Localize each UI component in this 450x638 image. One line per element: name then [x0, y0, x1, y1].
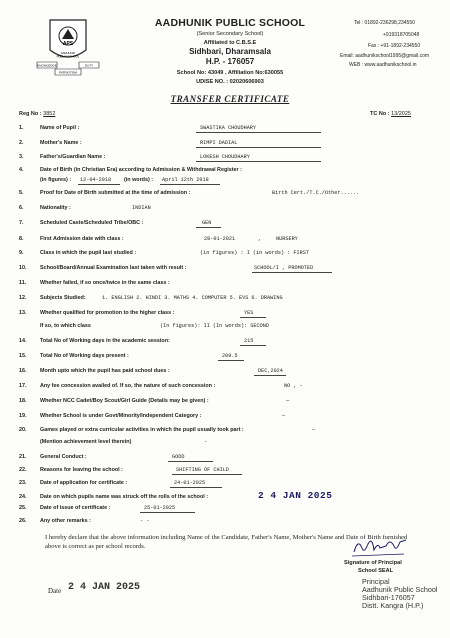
principal-line-2: Aadhunik Public School	[362, 585, 438, 594]
subjects-value: 1. ENGLISH 2. HINDI 3. MATHS 4. COMPUTER 5. EVS 6. DRAWING	[102, 295, 283, 301]
reg-value: 3852	[43, 111, 56, 117]
games-value: —	[312, 427, 316, 433]
row-label: Whether qualified for promotion to the higher class :	[40, 310, 175, 316]
mention-label: (Mention achievement level therein)	[40, 439, 132, 445]
row-number: 26.	[19, 518, 27, 524]
row-label: Proof for Date of Birth submitted at the time of admission :	[40, 190, 191, 196]
underline	[252, 272, 332, 273]
underline	[78, 184, 120, 185]
category-value: GEN	[202, 220, 212, 226]
row-label: First Admission date with class :	[40, 236, 124, 242]
logo-banner-left: KNOWLEDGE	[37, 63, 57, 68]
reason-value: SHIFTING OF CHILD	[176, 467, 229, 473]
nationality-value: INDIAN	[132, 205, 151, 211]
row-number: 13.	[19, 310, 27, 316]
row-label: Class in which the pupil last studied :	[40, 250, 137, 256]
logo-line-2: PUBLIC SCHOOL	[56, 54, 80, 59]
present-days-value: 209.5	[222, 353, 238, 359]
concession-value: NO , -	[284, 383, 303, 389]
signature-label: Signature of Principal	[344, 560, 402, 566]
row-number: 21.	[19, 454, 27, 460]
row-number: 20.	[19, 427, 27, 433]
row-label: Whether School is under Govt/Minority/Independent Category :	[40, 413, 202, 419]
school-logo-icon	[33, 14, 103, 78]
row-number: 24.	[19, 494, 27, 500]
school-level: (Senior Secondary School)	[196, 31, 264, 37]
row-label: Whether failed, if so once/twice in the same class :	[40, 280, 170, 286]
row-number: 15.	[19, 353, 27, 359]
underline	[172, 474, 242, 475]
school-affiliation: Affiliated to C.B.S.E	[203, 40, 257, 46]
dob-figures-label: (in figures) :	[40, 177, 72, 183]
school-location: Sidhbari, Dharamsala	[189, 47, 271, 56]
reg-label: Reg No :	[19, 111, 42, 117]
row-number: 5.	[19, 190, 24, 196]
conduct-value: GOOD	[172, 454, 185, 460]
logo-banner-right: DUTY	[84, 63, 94, 68]
underline	[196, 227, 221, 228]
ncc-value: —	[286, 398, 290, 404]
row-label: Whether NCC Cadet/Boy Scout/Girl Guide (Details may be given) :	[40, 398, 209, 404]
reg-number	[19, 111, 55, 117]
dob-proof-value: Birth Cert./T.C./Other......	[272, 190, 360, 196]
to-class-value: (In figures): II (In words): SECOND	[160, 323, 269, 329]
row-label: Total No of Working days present :	[40, 353, 129, 359]
row-number: 4.	[19, 167, 24, 173]
underline	[196, 147, 321, 148]
mention-value: -	[204, 439, 208, 445]
contact-web: WEB : www.aadhunikschool.in	[349, 62, 417, 68]
underline	[140, 512, 195, 513]
row-label: Subjects Studied:	[40, 295, 86, 301]
underline	[196, 161, 321, 162]
row-number: 1.	[19, 125, 24, 131]
row-number: 18.	[19, 398, 27, 404]
row-label: Mother's Name :	[40, 140, 82, 146]
row-number: 25.	[19, 505, 27, 511]
row-label: Date of issue of certificate :	[40, 505, 111, 511]
row-label: Total No of Working days in the academic session:	[40, 338, 170, 344]
row-number: 22.	[19, 467, 27, 473]
tc-value: 13/2025	[391, 111, 411, 117]
dob-words-value: April 12th 2018	[162, 177, 209, 183]
row-label: Father's/Guardian Name :	[40, 154, 106, 160]
to-class-label: If so, to which class	[40, 323, 91, 329]
row-label: Date of Birth (in Christian Era) according to Admission & Withdrawal Register :	[40, 167, 242, 173]
admission-separator: ,	[258, 236, 262, 242]
exam-result-value: SCHOOL/I , PROMOTED	[254, 265, 314, 271]
contact-fax: Fax : +91-1892-234550	[368, 43, 421, 49]
contact-mobile: +919318705048	[383, 32, 420, 38]
pupil-name-value: SWASTIKA CHOUDHARY	[200, 125, 257, 131]
row-number: 14.	[19, 338, 27, 344]
row-label: Name of Pupil :	[40, 125, 80, 131]
underline	[160, 184, 220, 185]
row-number: 23.	[19, 480, 27, 486]
row-label: Nationality :	[40, 205, 71, 211]
row-number: 17.	[19, 383, 27, 389]
admission-class-value: NURSERY	[276, 236, 298, 242]
row-number: 16.	[19, 368, 27, 374]
underline	[240, 317, 266, 318]
row-number: 8.	[19, 236, 24, 242]
struck-off-stamp: 2 4 JAN 2025	[258, 490, 333, 501]
logo-banner-bottom: PATRIOTISM	[59, 70, 77, 75]
row-label: Any other remarks :	[40, 518, 91, 524]
school-category-value: —	[282, 413, 286, 419]
date-label: Date	[48, 587, 62, 595]
underline	[168, 461, 213, 462]
underline	[254, 375, 286, 376]
school-number: School No: 43049 , Affiliation No:630055	[176, 70, 284, 76]
dob-words-label: (in words) :	[124, 177, 154, 183]
qualified-value: YES	[244, 310, 254, 316]
tc-number	[370, 111, 411, 117]
mother-name-value: RIMPI DADIAL	[200, 140, 238, 146]
row-label: School/Board/Annual Examination last taken with result :	[40, 265, 187, 271]
school-name: AADHUNIK PUBLIC SCHOOL	[154, 17, 306, 29]
row-number: 3.	[19, 154, 24, 160]
row-label: Month upto which the pupil has paid school dues :	[40, 368, 170, 374]
school-state-pin: H.P. - 176057	[205, 57, 255, 66]
row-number: 10.	[19, 265, 27, 271]
logo-initials: APS	[62, 41, 74, 47]
row-label: Scheduled Caste/Scheduled Tribe/OBC :	[40, 220, 144, 226]
principal-line-3: Sidhbari-176057	[362, 593, 415, 602]
underline	[218, 360, 244, 361]
logo-line-1: AADHUNIK	[60, 51, 76, 55]
seal-label: School SEAL	[358, 568, 394, 574]
row-number: 19.	[19, 413, 27, 419]
admission-date-value: 28-01-2021	[204, 236, 236, 242]
row-label: Games played or extra curricular activities in which the pupil usually took part :	[40, 427, 244, 433]
row-number: 2.	[19, 140, 24, 146]
row-label: Date on which pupils name was struck off the rolls of the school :	[40, 494, 209, 500]
underline	[196, 132, 321, 133]
working-days-value: 215	[244, 338, 254, 344]
remarks-value: - -	[140, 518, 150, 524]
row-label: General Conduct :	[40, 454, 87, 460]
underline	[240, 345, 266, 346]
dues-value: DEC,2024	[258, 368, 283, 374]
row-number: 7.	[19, 220, 24, 226]
declaration-text: I hereby declare that the above information including Name of the Candidate, Father's Name, Mother's Name and Date of Birth furnished above is correct as per school records.	[45, 534, 408, 550]
underline	[170, 487, 222, 488]
row-number: 9.	[19, 250, 24, 256]
tc-label: TC No :	[370, 111, 390, 117]
row-label: Reasons for leaving the school :	[40, 467, 123, 473]
contact-email: Email: aadhunikschool1995@gmail.com	[340, 53, 430, 59]
row-number: 11.	[19, 280, 27, 286]
date-stamp: 2 4 JAN 2025	[68, 582, 141, 593]
dob-figures-value: 12-04-2018	[80, 177, 112, 183]
contact-tel: Tel : 01892-236298,234550	[354, 20, 415, 26]
principal-line-4: Distt. Kangra (H.P.)	[362, 601, 424, 610]
row-label: Date of application for certificate :	[40, 480, 128, 486]
last-class-value: (in figures) : I (in words) : FIRST	[200, 250, 309, 256]
row-number: 6.	[19, 205, 24, 211]
application-date-value: 24-01-2025	[174, 480, 206, 486]
principal-signature-icon	[350, 532, 410, 560]
principal-line-1: Principal	[362, 577, 390, 586]
udise-number: UDISE NO. : 02020606903	[196, 79, 264, 85]
issue-date-value: 25-01-2025	[144, 505, 176, 511]
father-name-value: LOKESH CHOUDHARY	[200, 154, 250, 160]
certificate-title: TRANSFER CERTIFICATE	[170, 94, 290, 104]
principal-stamp	[362, 578, 438, 610]
row-number: 12.	[19, 295, 27, 301]
row-label: Any fee concession availed of. If so, the nature of such concession :	[40, 383, 216, 389]
